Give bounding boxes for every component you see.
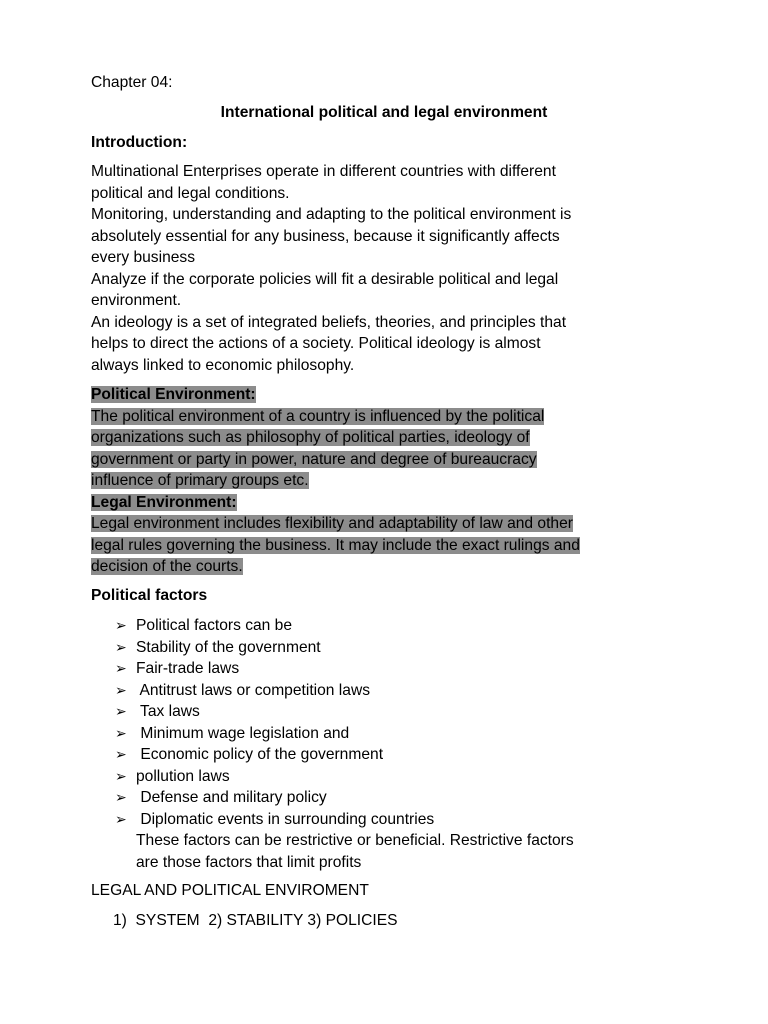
chapter-label: Chapter 04:	[91, 74, 173, 91]
arrow-bullet-icon: ➢	[115, 810, 127, 827]
text-line: The political environment of a country is influenced by the political	[91, 407, 545, 425]
text-line: These factors can be restrictive or beneficial. Restrictive factors	[136, 832, 574, 849]
list-item: ➢ Fair-trade laws	[91, 658, 691, 680]
arrow-bullet-icon: ➢	[115, 617, 127, 633]
text-line: organizations such as philosophy of political parties, ideology of	[91, 429, 530, 446]
text-line: every business	[91, 249, 196, 266]
document-title: International political and legal environment	[220, 104, 548, 121]
political-environment-heading: Political Environment:	[91, 386, 256, 403]
list-item: ➢ Economic policy of the government	[91, 744, 691, 766]
text-line: legal rules governing the business. It may include the exact rulings and	[91, 536, 580, 554]
text-line: absolutely essential for any business, because it significantly affects	[91, 227, 560, 245]
list-item: 1) SYSTEM 2) STABILITY 3) POLICIES	[113, 912, 398, 929]
political-factors-heading: Political factors	[91, 587, 208, 604]
text-line: Legal environment includes flexibility and adaptability of law and other	[91, 515, 573, 532]
arrow-bullet-icon: ➢	[115, 767, 127, 784]
list-item: ➢ Diplomatic events in surrounding countries	[91, 809, 691, 831]
numbered-list	[113, 910, 713, 932]
text-line: Monitoring, understanding and adapting to the political environment is	[91, 206, 572, 223]
arrow-bullet-icon: ➢	[115, 638, 127, 655]
arrow-bullet-icon: ➢	[115, 746, 127, 762]
arrow-bullet-icon: ➢	[115, 681, 127, 698]
list-item: ➢ Minimum wage legislation and	[91, 723, 691, 745]
text-line: decision of the courts.	[91, 558, 243, 575]
arrow-bullet-icon: ➢	[115, 724, 127, 741]
legal-political-heading: LEGAL AND POLITICAL ENVIROMENT	[91, 882, 369, 899]
introduction-heading: Introduction:	[91, 134, 188, 151]
arrow-bullet-icon: ➢	[115, 789, 127, 805]
text-line: Multinational Enterprises operate in different countries with different	[91, 163, 556, 180]
list-item: ➢ Political factors can be	[91, 615, 691, 637]
text-line: influence of primary groups etc.	[91, 472, 309, 489]
arrow-bullet-icon: ➢	[115, 660, 127, 676]
list-item: ➢ Stability of the government	[91, 637, 691, 659]
text-line: helps to direct the actions of a society. Political ideology is almost	[91, 335, 541, 352]
legal-environment-heading: Legal Environment:	[91, 493, 237, 511]
text-line: are those factors that limit profits	[136, 853, 362, 871]
list-item: ➢ pollution laws	[91, 766, 691, 788]
list-item: ➢ Antitrust laws or competition laws	[91, 680, 691, 702]
text-line: An ideology is a set of integrated beliefs, theories, and principles that	[91, 313, 567, 331]
text-line: always linked to economic philosophy.	[91, 356, 355, 374]
highlighted-section	[91, 384, 691, 578]
introduction-paragraph	[91, 161, 691, 376]
list-item: ➢ Tax laws	[91, 701, 691, 723]
text-line: political and legal conditions.	[91, 184, 290, 202]
text-line: government or party in power, nature and degree of bureaucracy	[91, 450, 537, 468]
list-item: ➢ Defense and military policy	[91, 787, 691, 809]
text-line: Analyze if the corporate policies will fit a desirable political and legal	[91, 270, 559, 288]
arrow-bullet-icon: ➢	[115, 703, 127, 719]
political-factors-list	[91, 615, 691, 873]
text-line: environment.	[91, 292, 182, 309]
